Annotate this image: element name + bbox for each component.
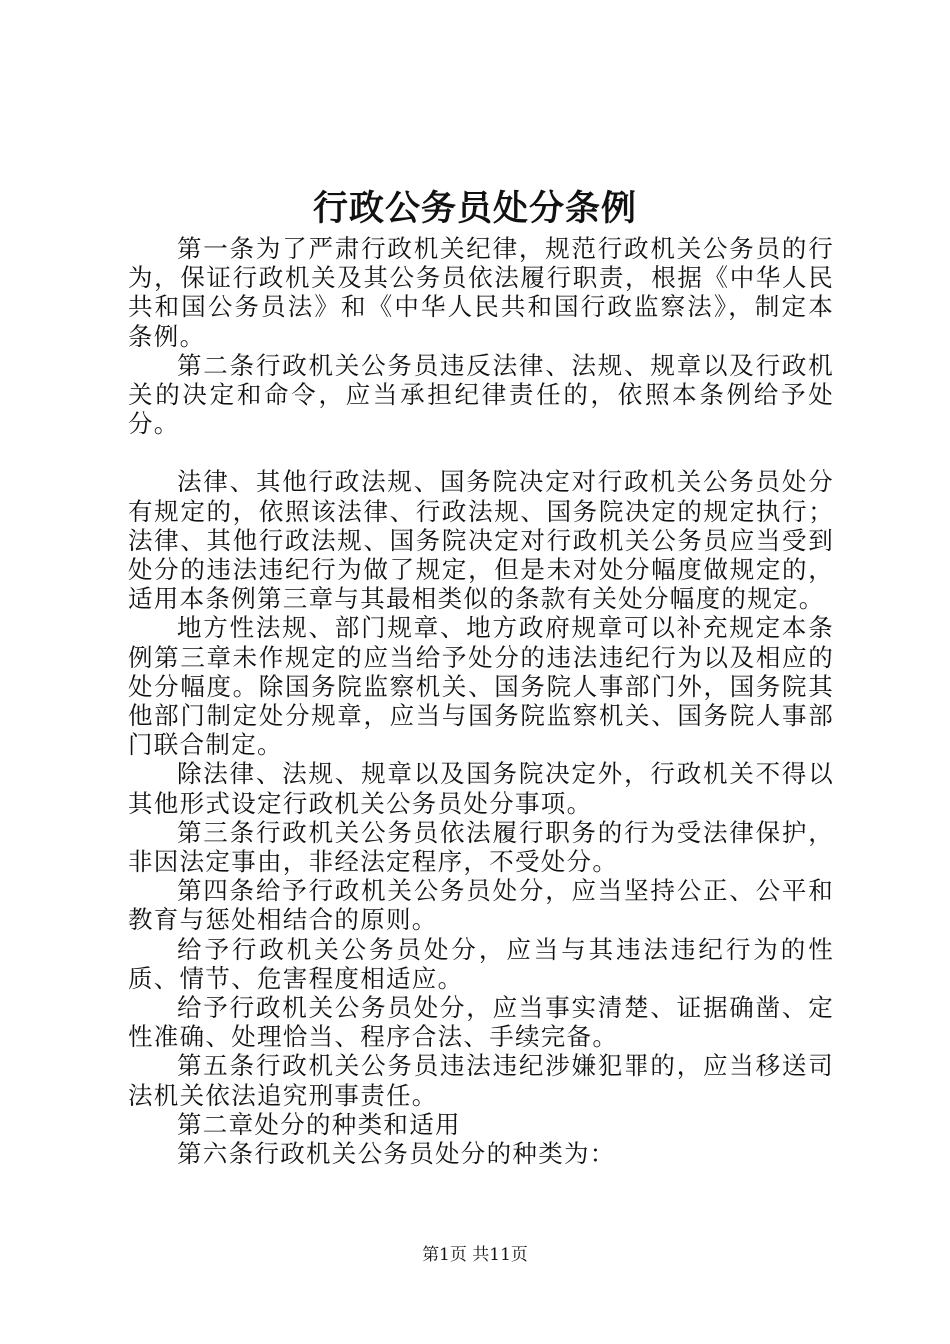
paragraph-article-4: 第四条给予行政机关公务员处分，应当坚持公正、公平和教育与惩处相结合的原则。 xyxy=(128,876,834,935)
paragraph-article-6: 第六条行政机关公务员处分的种类为： xyxy=(177,1139,616,1169)
paragraph-article-3: 第三条行政机关公务员依法履行职务的行为受法律保护，非因法定事由，非经法定程序，不受处分。 xyxy=(128,817,834,877)
paragraph-article-2-clause-2: 法律、其他行政法规、国务院决定对行政机关公务员处分有规定的，依照该法律、行政法规、国务院决定的规定执行；法律、其他行政法规、国务院决定对行政机关公务员应当受到处分的违法违纪行为做了规定，但是未对处分幅度做规定的，适用本条例第三章与其最相类似的条款有关处分幅度的规定。 xyxy=(128,467,834,614)
paragraph-article-5: 第五条行政机关公务员违法违纪涉嫌犯罪的，应当移送司法机关依法追究刑事责任。 xyxy=(128,1051,834,1110)
paragraph-article-2-clause-4: 除法律、法规、规章以及国务院决定外，行政机关不得以其他形式设定行政机关公务员处分事项。 xyxy=(128,759,834,818)
document-body xyxy=(128,234,834,1168)
paragraph-article-2: 第二条行政机关公务员违反法律、法规、规章以及行政机关的决定和命令，应当承担纪律责任的，依照本条例给予处分。 xyxy=(128,350,834,439)
document-title: 行政公务员处分条例 xyxy=(312,188,637,229)
paragraph-article-1: 第一条为了严肃行政机关纪律，规范行政机关公务员的行为，保证行政机关及其公务员依法履行职责，根据《中华人民共和国公务员法》和《中华人民共和国行政监察法》，制定本条例。 xyxy=(128,234,834,351)
paragraph-article-4-clause-2: 给予行政机关公务员处分，应当与其违法违纪行为的性质、情节、危害程度相适应。 xyxy=(128,934,834,993)
chapter-2-heading: 第二章处分的种类和适用 xyxy=(177,1109,461,1139)
paragraph-article-4-clause-3: 给予行政机关公务员处分，应当事实清楚、证据确凿、定性准确、处理恰当、程序合法、手续完备。 xyxy=(128,993,834,1052)
paragraph-article-2-clause-3: 地方性法规、部门规章、地方政府规章可以补充规定本条例第三章未作规定的应当给予处分的违法违纪行为以及相应的处分幅度。除国务院监察机关、国务院人事部门外，国务院其他部门制定处分规章，应当与国务院监察机关、国务院人事部门联合制定。 xyxy=(128,613,834,760)
page-number-footer: 第1页 共11页 xyxy=(422,1245,528,1265)
